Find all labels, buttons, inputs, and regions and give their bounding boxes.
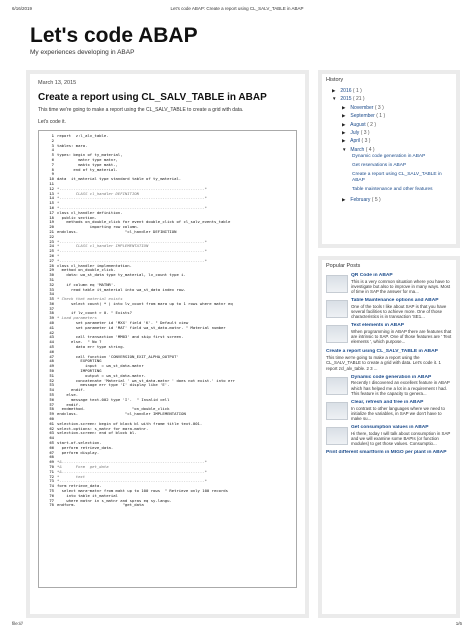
code-text: perform retrieve_data. [57, 445, 114, 450]
code-text: endmethod. "on_double_click [57, 407, 170, 412]
line-number: 72 [49, 474, 54, 479]
code-text: report z:l_alv_table. [57, 134, 109, 138]
line-number: 22 [49, 234, 54, 239]
line-number: 23 [49, 239, 54, 244]
code-text: set parameter id 'MAT' field wa_st_data-matnr. " Material number [57, 325, 226, 330]
popular-post-item[interactable] [326, 400, 452, 421]
line-number: 47 [49, 354, 54, 359]
code-text: select count( * ) into lv_count from mara up to 1 rows where matnr eq [57, 301, 233, 306]
archive-month-july[interactable] [326, 129, 452, 137]
archive-month-label[interactable]: August [350, 121, 366, 128]
popular-post-item[interactable] [326, 298, 452, 319]
post-date: March 13, 2015 [38, 80, 77, 86]
line-number: 57 [49, 402, 54, 407]
line-number: 6 [51, 157, 54, 162]
archive-month-label[interactable]: November [350, 104, 374, 111]
triangle-right-icon[interactable]: ▶ [342, 138, 346, 144]
line-number: 54 [49, 388, 54, 393]
line-number: 58 [49, 407, 54, 412]
code-text: * CLASS cl_handler IMPLEMENTATION [57, 244, 149, 249]
post-thumbnail-icon[interactable] [326, 275, 348, 293]
code-text: else. [57, 393, 79, 398]
code-text: types: begin of ty_material, [57, 153, 123, 158]
code-text: matnr type matnr, [57, 157, 118, 162]
print-date: 6/16/2019 [12, 6, 33, 11]
line-number: 75 [49, 488, 54, 493]
line-number: 52 [49, 378, 54, 383]
archive-count: ( 3 ) [361, 138, 371, 145]
line-number: 56 [49, 397, 54, 402]
line-number: 50 [49, 369, 54, 374]
line-number: 5 [51, 153, 54, 158]
code-block[interactable] [38, 130, 297, 588]
line-number: 77 [49, 498, 54, 503]
popular-heading: Popular Posts [326, 263, 361, 269]
main-content [26, 70, 309, 618]
post-thumbnail-icon[interactable] [326, 325, 348, 343]
line-number: 17 [49, 210, 54, 215]
line-number: 8 [51, 167, 54, 172]
line-number: 38 [49, 311, 54, 316]
code-text: select mara~matnr from makt up to 100 rows " Retrieve only 100 records [57, 488, 228, 493]
line-number: 19 [49, 220, 54, 225]
triangle-down-icon[interactable]: ▼ [332, 96, 337, 102]
popular-post-title[interactable]: Dynamic code generation in ABAP [351, 374, 432, 380]
line-number: 33 [49, 287, 54, 292]
code-text: *--------------------------------------------------------------* [57, 186, 207, 191]
post-lead: Let's code it. [38, 119, 66, 125]
code-text: into table it_material [57, 493, 118, 498]
archive-count: ( 4 ) [365, 146, 375, 153]
archive-month-label[interactable]: July [350, 130, 360, 137]
line-number: 9 [51, 172, 54, 177]
line-number: 2 [51, 138, 54, 143]
line-number: 55 [49, 393, 54, 398]
code-text: data: wa_st_data type ty_material, lv_count type i. [57, 273, 186, 278]
code-text: endform. "get_data [57, 503, 144, 508]
history-widget [318, 70, 460, 248]
line-number: 34 [49, 292, 54, 297]
code-text: perform display. [57, 450, 100, 455]
code-text: endif. [57, 402, 81, 407]
code-text: input = wa_st_data-matnr [57, 364, 144, 369]
code-text: if column eq 'MATNR'. [57, 282, 116, 287]
popular-post-title[interactable]: Print different smartform in MIGO per plant in ABAP [326, 450, 447, 456]
code-text: concatenate 'Material ' wa_st_data-matnr ' does not exist.' into err [57, 378, 236, 383]
archive-month-november[interactable] [326, 104, 452, 112]
line-number: 49 [49, 364, 54, 369]
code-text: * Load parameters [57, 316, 97, 321]
line-number: 30 [49, 273, 54, 278]
popular-post-snippet: In contrast to other languages where we need to initialize the variables, in SAP we don't have to make su... [351, 405, 445, 422]
triangle-right-icon[interactable]: ▶ [342, 113, 346, 119]
line-number: 40 [49, 321, 54, 326]
code-text: * CLASS cl_handler DEFINITION [57, 191, 139, 196]
archive-count: ( 5 ) [371, 197, 381, 204]
post-thumbnail-icon[interactable] [326, 300, 348, 318]
code-text: call function 'CONVERSION_EXIT_ALPHA_OUTPUT' [57, 354, 179, 359]
code-text: *&-------------------------------------------------------------* [57, 469, 207, 474]
print-title: Let's code ABAP: Create a report using CL_SALV_TABLE in ABAP [170, 6, 304, 11]
blog-description: My experiences developing in ABAP [30, 49, 135, 56]
line-number: 67 [49, 450, 54, 455]
line-number: 13 [49, 191, 54, 196]
line-number: 63 [49, 431, 54, 436]
line-number: 28 [49, 263, 54, 268]
line-number: 78 [49, 503, 54, 508]
post-title[interactable]: Create a report using CL_SALV_TABLE in ABAP [38, 92, 267, 103]
code-text: class cl_handler definition. [57, 210, 123, 215]
line-number: 69 [49, 460, 54, 465]
archive-year-label[interactable]: 2016 [340, 88, 352, 94]
popular-post-title[interactable]: Clear, refresh and free in ABAP [351, 400, 424, 406]
line-number: 35 [49, 297, 54, 302]
line-number: 65 [49, 441, 54, 445]
archive-count: ( 21 ) [352, 96, 365, 103]
code-text: set parameter id 'MXX' field 'K'. " Default view [57, 321, 189, 326]
archive-year-2015[interactable] [326, 95, 452, 103]
code-text: * Check that material exists [57, 297, 123, 302]
post-thumbnail-icon[interactable] [326, 402, 348, 420]
line-number: 70 [49, 464, 54, 469]
code-text: * [57, 201, 60, 206]
popular-post-snippet: Recently I discovered an excellent feature in ABAP which has helped me a lot in a requirement I had. This feature is the capacity to genera... [351, 380, 450, 396]
code-text: class cl_handler implementation. [57, 263, 132, 268]
code-text: *&-------------------------------------------------------------* [57, 460, 207, 465]
code-text: EXPORTING [57, 359, 102, 364]
archive-month-label[interactable]: March [350, 146, 365, 153]
popular-post-title[interactable]: Text elements in ABAP [351, 323, 404, 329]
popular-post-title[interactable]: QR Code in ABAP [351, 273, 393, 278]
code-text: selection-screen: end of block bl. [57, 431, 137, 436]
code-text: endclass. "cl_handler IMPLEMENTATION [57, 412, 186, 417]
post-thumbnail-icon[interactable] [326, 377, 348, 395]
history-heading: History [326, 77, 344, 83]
line-number: 53 [49, 383, 54, 388]
code-text: IMPORTING [57, 369, 102, 374]
triangle-right-icon[interactable]: ▶ [342, 121, 346, 127]
line-number: 29 [49, 268, 54, 273]
archive-post-link[interactable]: Table maintenance and other features [352, 187, 433, 193]
popular-post-item[interactable] [326, 425, 452, 446]
line-number: 7 [51, 162, 54, 167]
code-line [42, 503, 293, 508]
line-number: 39 [49, 316, 54, 321]
archive-month-label[interactable]: September [350, 113, 375, 120]
popular-post-snippet: This time we're going to make a report using the CL_SALV_TABLE to create a grid with data. Let's code it. 1 report zcl_alv_table. 2 3 ... [326, 355, 441, 371]
print-page-number: 1/6 [455, 621, 462, 626]
code-text: * text [57, 474, 86, 479]
popular-post-item[interactable] [326, 273, 452, 294]
line-number: 24 [49, 244, 54, 249]
code-text: form retrieve_data. [57, 484, 102, 489]
code-text: maktx type makt-, [57, 162, 118, 167]
code-text: *--------------------------------------------------------------* [57, 258, 207, 263]
archive-post-link[interactable]: Dynamic code generation in ABAP [352, 154, 426, 160]
archive-month-label[interactable]: April [350, 138, 361, 145]
line-number: 31 [49, 277, 54, 282]
code-text: where matnr in s_matnr and spras eq sy-langu. [57, 498, 172, 503]
archive-post-link[interactable]: Create a report using CL_SALV_TABLE in ABAP [352, 172, 442, 184]
line-number: 14 [49, 196, 54, 201]
line-number: 51 [49, 373, 54, 378]
line-number: 66 [49, 445, 54, 450]
popular-post-snippet: Hi there, today I will talk about consumption in SAP and we will examine some BAPIs (or function modules) to get those values. Consumptio... [351, 430, 451, 447]
line-number: 68 [49, 455, 54, 460]
archive-month-april[interactable] [326, 137, 452, 145]
archive-month-label[interactable]: February [350, 197, 371, 204]
triangle-right-icon[interactable]: ▶ [342, 104, 346, 110]
code-text: data it_material type standard table of ty_material. [57, 177, 182, 182]
line-number: 61 [49, 421, 54, 426]
line-number: 25 [49, 249, 54, 254]
popular-post-item[interactable] [326, 323, 452, 344]
popular-post-title[interactable]: Create a report using CL_SALV_TABLE in ABAP [326, 348, 438, 354]
line-number: 32 [49, 282, 54, 287]
line-number: 73 [49, 479, 54, 484]
line-number: 46 [49, 349, 54, 354]
code-text: else. " No ? [57, 340, 102, 345]
code-text: methods on_double_click for event double_click of cl_salv_events_table [57, 220, 231, 225]
triangle-right-icon[interactable]: ▶ [342, 130, 346, 136]
line-number: 10 [49, 177, 54, 182]
code-text: *--------------------------------------------------------------* [57, 239, 207, 244]
triangle-right-icon[interactable]: ▶ [332, 88, 336, 93]
line-number: 60 [49, 417, 54, 422]
code-text: message err type 'I' display like 'E'. [57, 383, 170, 388]
line-number: 15 [49, 201, 54, 206]
line-number: 43 [49, 335, 54, 340]
popular-post-item[interactable] [326, 450, 452, 457]
code-text: if lv_count > 0. " Exists? [57, 311, 132, 316]
post-thumbnail-icon[interactable] [326, 427, 348, 445]
archive-year-2016[interactable] [326, 87, 452, 95]
code-text: end of ty_material. [57, 167, 118, 172]
code-text: * [57, 253, 60, 258]
line-number: 74 [49, 484, 54, 489]
line-number: 44 [49, 340, 54, 345]
code-text: *--------------------------------------------------------------* [57, 196, 207, 201]
code-text: *--------------------------------------------------------------* [57, 249, 207, 254]
line-number: 71 [49, 469, 54, 474]
line-number: 48 [49, 359, 54, 364]
line-number: 12 [49, 186, 54, 191]
archive-month-august[interactable] [326, 121, 452, 129]
print-url: file:/// [12, 621, 23, 626]
line-number: 4 [51, 148, 54, 153]
code-text: *& Form get_data [57, 464, 109, 469]
code-text: public section. [57, 215, 97, 220]
archive-post-link[interactable]: Get reservations in ABAP [352, 163, 407, 169]
popular-post-item[interactable] [326, 349, 452, 371]
code-text: endif. [57, 388, 86, 393]
archive-count: ( 3 ) [360, 130, 370, 137]
line-number: 37 [49, 306, 54, 311]
archive-month-september[interactable] [326, 112, 452, 120]
line-number: 27 [49, 258, 54, 263]
line-number: 42 [49, 330, 54, 335]
code-text: read table it_material into wa_st_data index row. [57, 287, 186, 292]
line-number: 36 [49, 301, 54, 306]
code-text: select-options: s_matnr for mara-matnr. [57, 426, 149, 431]
line-number: 64 [49, 436, 54, 441]
line-number: 11 [49, 181, 54, 186]
line-number: 3 [51, 143, 54, 148]
code-text: message text-002 type 'I'. " Invalid cell [57, 397, 170, 402]
archive-month-february[interactable] [326, 196, 452, 204]
popular-post-snippet: One of the tools I like about SAP is that you have several facilities to achieve more. One of those characteristics is in transaction 'SE1... [351, 303, 447, 320]
line-number: 41 [49, 325, 54, 330]
code-text: endclass. "cl_handler DEFINITION [57, 229, 177, 234]
line-number: 21 [49, 229, 54, 234]
popular-post-snippet: When programming in ABAP there are features that are intrinsic to SAP. One of those features are ' Text elements ', which purpose... [351, 329, 452, 345]
line-number: 59 [49, 412, 54, 417]
code-text: importing row column. [57, 225, 139, 230]
popular-post-snippet: This is a very common situation where you have to investigate but also to improve in many ways. Most of time in SAP the answer for ma... [351, 278, 451, 294]
code-text: output = wa_st_data-matnr. [57, 373, 147, 378]
popular-posts-widget [318, 256, 460, 618]
archive-count: ( 1 ) [352, 88, 362, 94]
code-text: selection-screen: begin of block bl with frame title text-001. [57, 421, 203, 426]
popular-post-title[interactable]: Table Maintenance options and ABAP [351, 298, 439, 304]
popular-post-item[interactable] [326, 375, 452, 396]
line-number: 20 [49, 225, 54, 230]
code-text: call transaction 'MM03' and skip first screen. [57, 335, 184, 340]
archive-count: ( 3 ) [374, 104, 384, 111]
code-text: method on_double_click. [57, 268, 116, 273]
triangle-down-icon[interactable]: ▼ [342, 146, 347, 152]
code-text: tables: mara. [57, 143, 88, 148]
archive-year-label[interactable]: 2015 [340, 96, 352, 103]
code-text: *--------------------------------------------------------------* [57, 205, 207, 210]
line-number: 16 [49, 205, 54, 210]
blog-post [30, 74, 305, 614]
post-intro: This time we're going to make a report using the CL_SALV_TABLE to create a grid with data. [38, 107, 244, 113]
popular-post-title[interactable]: Get consumption values in ABAP [351, 425, 429, 431]
line-number: 76 [49, 493, 54, 498]
line-number: 62 [49, 426, 54, 431]
line-number: 1 [51, 134, 54, 138]
code-text: *--------------------------------------------------------------* [57, 479, 207, 484]
line-number: 26 [49, 253, 54, 258]
code-text: data err type string. [57, 345, 125, 350]
line-number: 45 [49, 345, 54, 350]
blog-title[interactable]: Let's code ABAP [30, 24, 198, 47]
line-number: 18 [49, 215, 54, 220]
archive-count: ( 1 ) [376, 113, 386, 120]
code-text: start-of-selection. [57, 441, 102, 445]
archive-count: ( 2 ) [367, 121, 376, 128]
archive-month-march[interactable] [326, 146, 452, 154]
triangle-right-icon[interactable]: ▶ [342, 197, 346, 203]
